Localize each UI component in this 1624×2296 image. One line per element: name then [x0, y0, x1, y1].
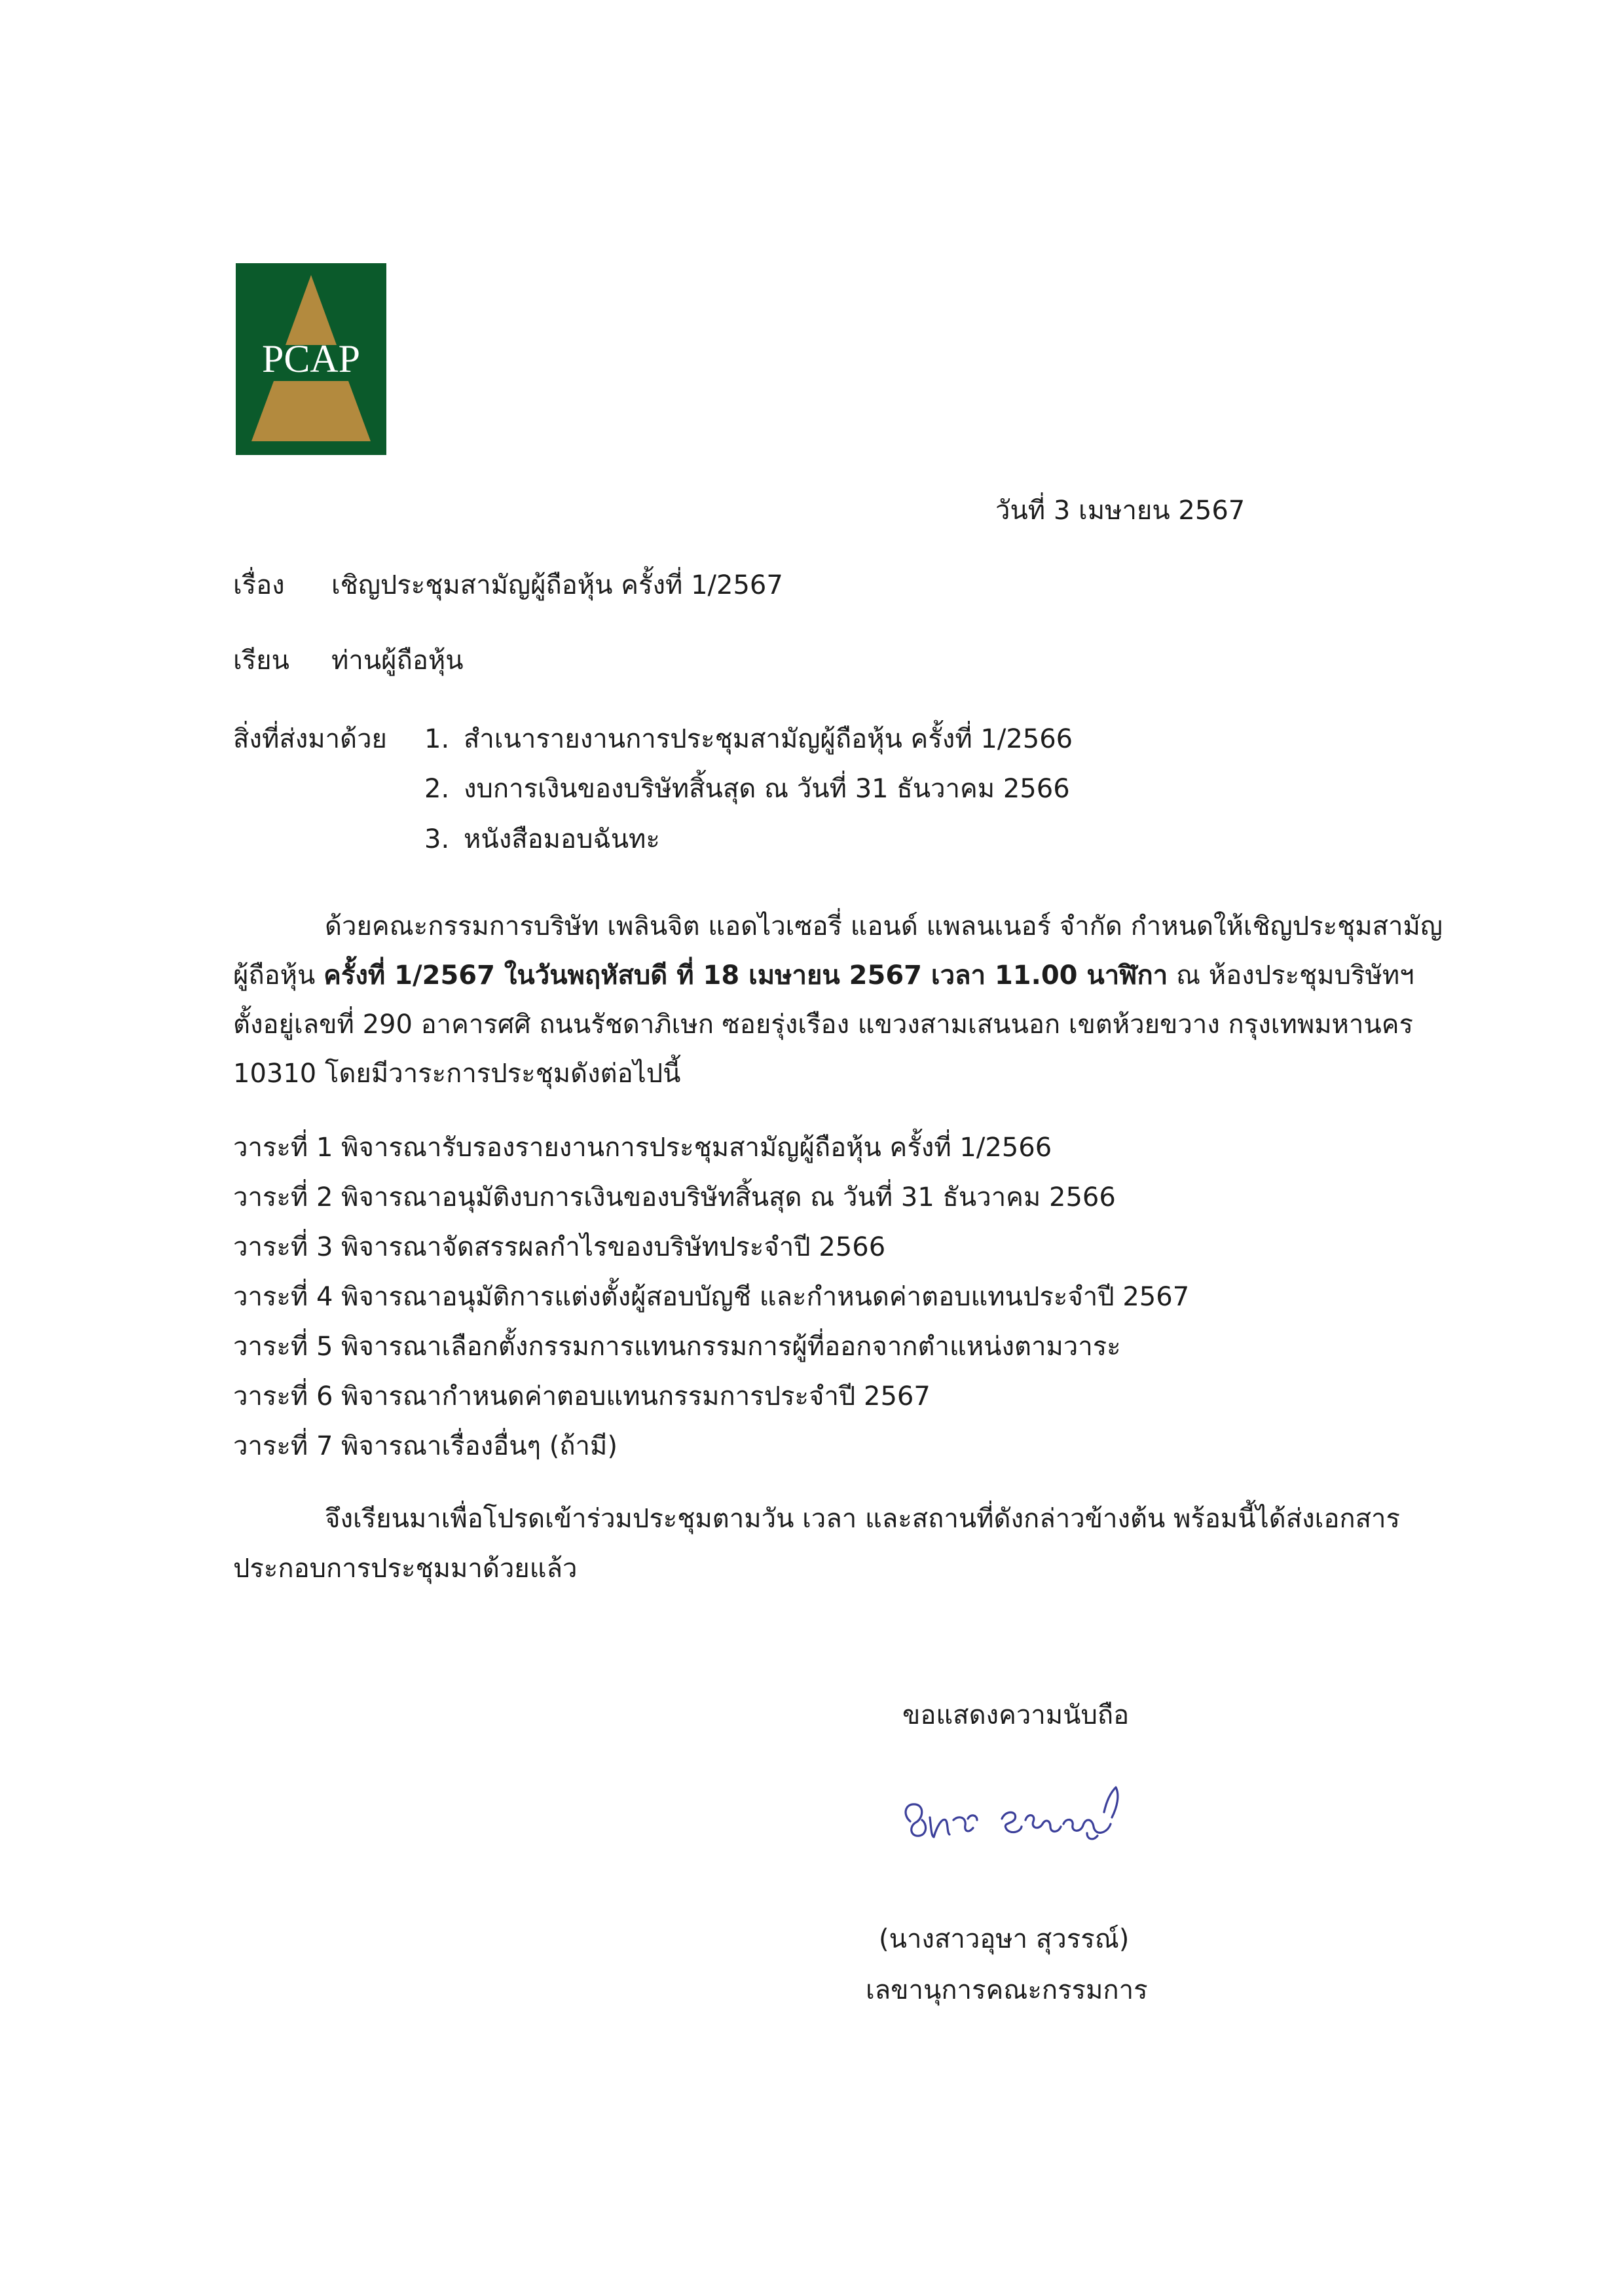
signer-name: (นางสาวอุษา สุวรรณ์) — [879, 1924, 1130, 1954]
subject-text: เชิญประชุมสามัญผู้ถือหุ้น ครั้งที่ 1/2567 — [331, 570, 783, 600]
handwritten-signature — [891, 1781, 1139, 1859]
enclosure-number: 1. — [424, 724, 450, 754]
pcap-logo — [236, 263, 386, 455]
closing-paragraph — [233, 1494, 1451, 1594]
agenda-item: วาระที่ 5 พิจารณาเลือกตั้งกรรมการแทนกรรมการผู้ที่ออกจากตำแหน่งตามวาระ — [233, 1332, 1121, 1362]
letter-date: วันที่ 3 เมษายน 2567 — [995, 496, 1246, 526]
closing-text: จึงเรียนมาเพื่อโปรดเข้าร่วมประชุมตามวัน เวลา และสถานที่ดังกล่าวข้างต้น พร้อมนี้ได้ส่งเอกสารประกอบการประชุมมาด้วยแล้ว — [233, 1504, 1400, 1584]
enclosure-number: 2. — [424, 774, 450, 804]
meeting-datetime: ครั้งที่ 1/2567 ในวันพฤหัสบดี ที่ 18 เมษายน 2567 เวลา 11.00 นาฬิกา — [323, 960, 1168, 991]
pcap-logo-graphic — [236, 263, 386, 455]
agenda-item: วาระที่ 4 พิจารณาอนุมัติการแต่งตั้งผู้สอบบัญชี และกำหนดค่าตอบแทนประจำปี 2567 — [233, 1282, 1190, 1312]
sign-off: ขอแสดงความนับถือ — [902, 1700, 1130, 1730]
enclosures-label: สิ่งที่ส่งมาด้วย — [233, 724, 387, 754]
enclosure-item: งบการเงินของบริษัทสิ้นสุด ณ วันที่ 31 ธันวาคม 2566 — [464, 774, 1070, 804]
agenda-item: วาระที่ 7 พิจารณาเรื่องอื่นๆ (ถ้ามี) — [233, 1431, 618, 1461]
agenda-item: วาระที่ 3 พิจารณาจัดสรรผลกำไรของบริษัทประจำปี 2566 — [233, 1232, 886, 1262]
enclosure-number: 3. — [424, 824, 450, 854]
agenda-item: วาระที่ 6 พิจารณากำหนดค่าตอบแทนกรรมการประจำปี 2567 — [233, 1381, 931, 1412]
agenda-item: วาระที่ 2 พิจารณาอนุมัติงบการเงินของบริษัทสิ้นสุด ณ วันที่ 31 ธันวาคม 2566 — [233, 1182, 1116, 1212]
pcap-logo-text: PCAP — [261, 337, 361, 380]
signature-graphic — [891, 1781, 1139, 1859]
recipient-label: เรียน — [233, 646, 289, 676]
agenda-item: วาระที่ 1 พิจารณารับรองรายงานการประชุมสามัญผู้ถือหุ้น ครั้งที่ 1/2566 — [233, 1133, 1052, 1163]
enclosure-item: หนังสือมอบฉันทะ — [464, 824, 660, 854]
enclosure-item: สำเนารายงานการประชุมสามัญผู้ถือหุ้น ครั้งที่ 1/2566 — [464, 724, 1073, 754]
recipient-text: ท่านผู้ถือหุ้น — [331, 646, 464, 676]
body-text-part2: ณ ห้องประชุมบริษัทฯ ตั้งอยู่เลขที่ 290 อาคารศศิ ถนนรัชดาภิเษก ซอยรุ่งเรือง แขวงสามเสนนอก เขตห้วยขวาง กรุงเทพมหานคร 10310 โดยมีวาระการประชุมดังต่อไปนี้ — [233, 960, 1414, 1089]
signer-title: เลขานุการคณะกรรมการ — [866, 1975, 1148, 2005]
body-text-part1: ด้วยคณะกรรมการบริษัท เพลินจิต แอดไวเซอรี่ แอนด์ แพลนเนอร์ จำกัด กำหนดให้เชิญประชุมสามัญผู้ถือหุ้น — [233, 911, 1443, 991]
subject-label: เรื่อง — [233, 570, 285, 600]
body-paragraph — [233, 902, 1451, 1099]
